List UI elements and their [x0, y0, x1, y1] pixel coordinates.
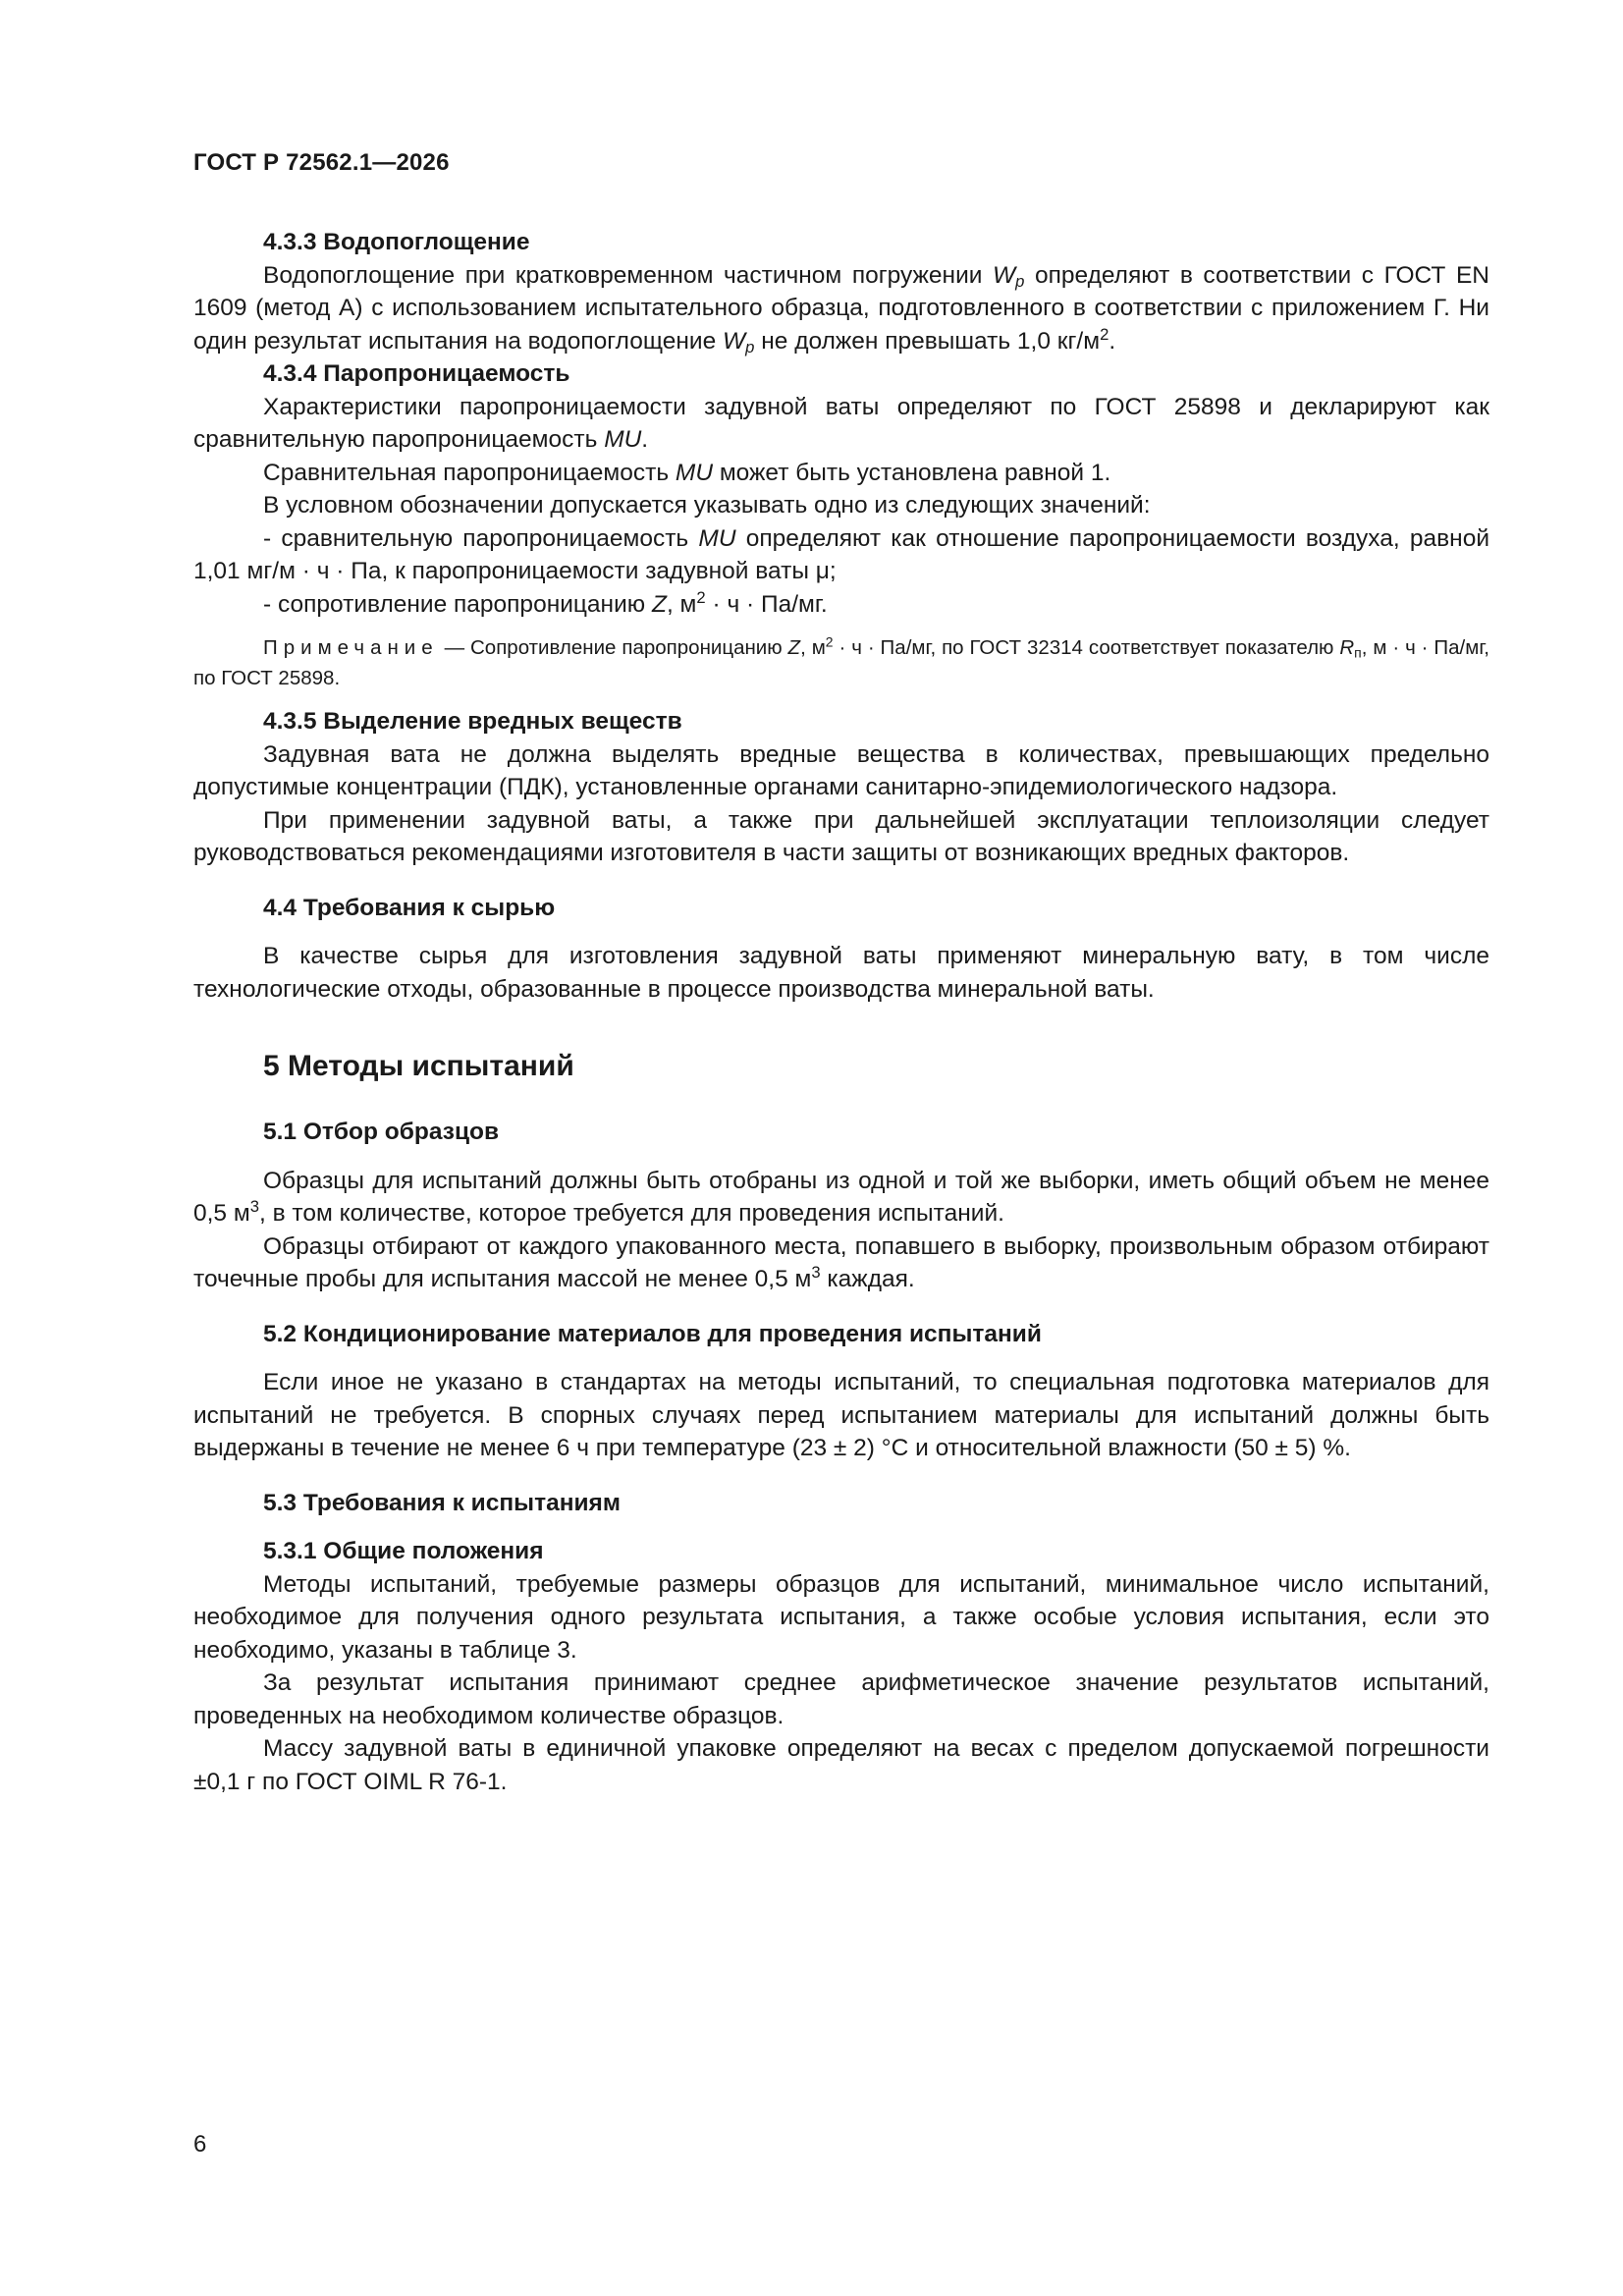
section-4-3-4-paragraph-1: Характеристики паропроницаемости задувной ваты определяют по ГОСТ 25898 и декларируют как сравнительную паропроницаемость MU. — [193, 393, 1489, 453]
section-5-1-paragraph-2: Образцы отбирают от каждого упакованного места, попавшего в выборку, произвольным образом отбирают точечные пробы для испытания массой не менее 0,5 $м^3$ каждая. — [193, 1232, 1489, 1292]
section-4-3-4-paragraph-2: Сравнительная паропроницаемость MU может быть установлена равной 1. — [263, 459, 1111, 486]
section-4-3-5-paragraph-1: Задувная вата не должна выделять вредные вещества в количествах, превышающих предельно допустимые концентрации (ПДК), установленные органами санитарно-эпидемиологического надзора. — [193, 740, 1489, 800]
note: Примечание — Сопротивление паропроницанию Z, $м^2 \cdot ч \cdot Па/мг$, по ГОСТ 32314 соответствует показателю $R_п$, м · ч · Па/мг, по ГОСТ 25898. — [193, 633, 1489, 689]
section-5-2-paragraph: Если иное не указано в стандартах на методы испытаний, то специальная подготовка материалов для испытаний не требуется. В спорных случаях перед испытанием материалы для испытаний должны быть выдержаны в течение не менее 6 ч при температуре (23 ± 2) °С и относительной влажности (50 ± 5) %. — [193, 1369, 1489, 1461]
section-4-3-3-title: 4.3.3 Водопоглощение — [263, 229, 530, 255]
section-5-3-title: 5.3 Требования к испытаниям — [263, 1489, 621, 1516]
list-item-z: - сопротивление паропроницанию Z, $м^2 \cdot ч \cdot Па/мг$. — [263, 587, 828, 618]
section-5-3-1-paragraph-2: За результат испытания принимают среднее арифметическое значение результатов испытаний, проведенных на необходимом количестве образцов. — [193, 1669, 1489, 1729]
section-4-4-title: 4.4 Требования к сырью — [263, 894, 556, 921]
page-number: 6 — [193, 2131, 207, 2158]
note-label: Примечание — [263, 636, 439, 659]
section-5-1-paragraph-1: Образцы для испытаний должны быть отобраны из одной и той же выборки, иметь общий объем не менее 0,5 $м^3$, в том количестве, которое требуется для проведения испытаний. — [193, 1167, 1489, 1227]
section-5-3-1-title: 5.3.1 Общие положения — [263, 1538, 544, 1564]
document-body — [193, 226, 1489, 1798]
section-5-2-title: 5.2 Кондиционирование материалов для проведения испытаний — [263, 1320, 1042, 1347]
section-4-3-3-paragraph: Водопоглощение при кратковременном частичном погружении $W_p$ определяют в соответствии с ГОСТ EN 1609 (метод А) с использованием испытательного образца, подготовленного в соответствии с приложением Г. Ни один результат испытания на водопоглощение $W_p$ не должен превышать 1,0 $кг/м^2$. — [193, 261, 1489, 356]
section-5-1-title: 5.1 Отбор образцов — [263, 1119, 500, 1145]
document-header: ГОСТ Р 72562.1—2026 — [193, 149, 450, 176]
section-4-3-4-title: 4.3.4 Паропроницаемость — [263, 360, 570, 387]
section-4-3-5-title: 4.3.5 Выделение вредных веществ — [263, 708, 682, 735]
list-item-mu: - сравнительную паропроницаемость MU определяют как отношение паропроницаемости воздуха, равной 1,01 мг/м · ч · Па, к паропроницаемости задувной ваты μ; — [193, 524, 1490, 584]
section-5-3-1-paragraph-3: Массу задувной ваты в единичной упаковке определяют на весах с пределом допускаемой погрешности ±0,1 г по ГОСТ OIML R 76-1. — [193, 1735, 1489, 1795]
section-4-4-paragraph: В качестве сырья для изготовления задувной ваты применяют минеральную вату, в том числе технологические отходы, образованные в процессе производства минеральной ваты. — [193, 943, 1489, 1003]
section-4-3-4-paragraph-3: В условном обозначении допускается указывать одно из следующих значений: — [263, 492, 1151, 519]
section-5-3-1-paragraph-1: Методы испытаний, требуемые размеры образцов для испытаний, минимальное число испытаний, необходимое для получения одного результата испытания, а также особые условия испытания, если это необходимо, указаны в таблице 3. — [193, 1570, 1489, 1664]
section-5-title: 5 Методы испытаний — [263, 1050, 574, 1082]
section-4-3-5-paragraph-2: При применении задувной ваты, а также при дальнейшей эксплуатации теплоизоляции следует руководствоваться рекомендациями изготовителя в части защиты от возникающих вредных факторов. — [193, 806, 1489, 866]
